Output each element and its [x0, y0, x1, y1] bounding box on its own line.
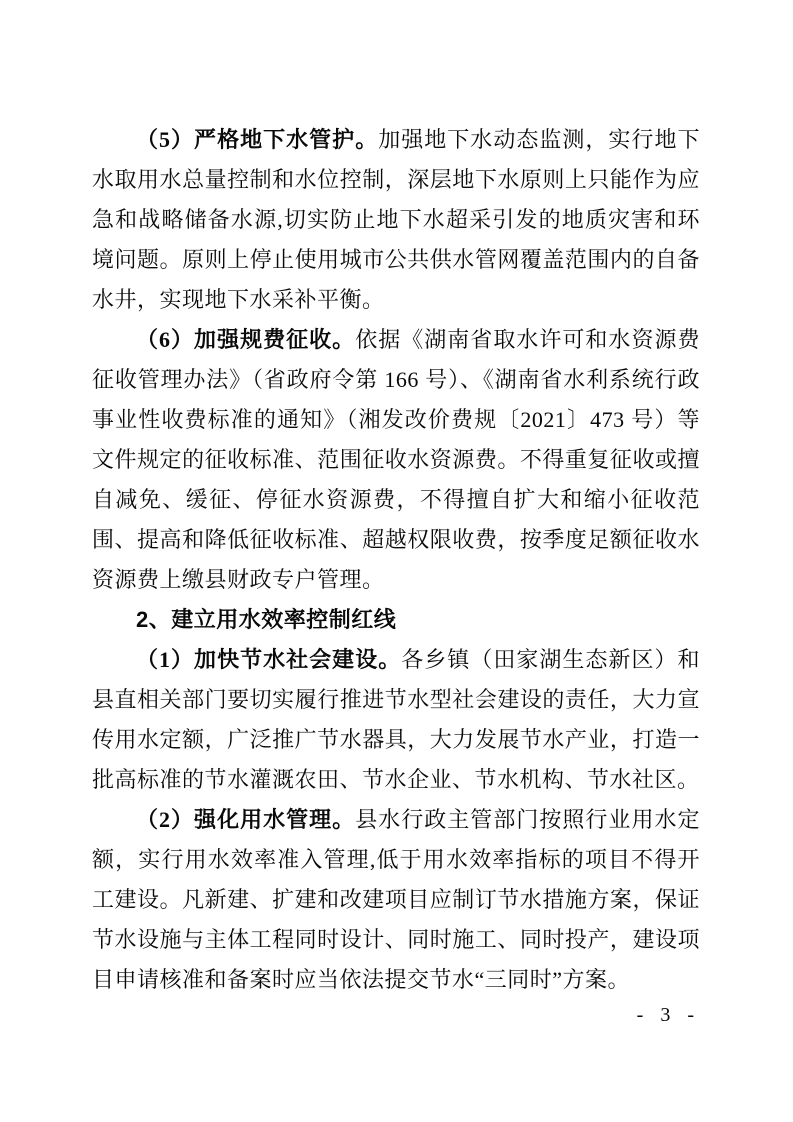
paragraph	[92, 320, 700, 600]
paragraph-text: 加强地下水动态监测，实行地下水取用水总量控制和水位控制，深层地下水原则上只能作为应急和战略储备水源,切实防止地下水超采引发的地质灾害和环境问题。原则上停止使用城市公共供水管网覆盖范围内的自备水井，实现地下水采补平衡。	[92, 127, 700, 312]
paragraph-lead: （6）加强规费征收。	[136, 327, 356, 352]
paragraph-text: 依据《湖南省取水许可和水资源费征收管理办法》（省政府令第 166 号）、《湖南省水利系统行政事业性收费标准的通知》（湘发改价费规〔2021〕473 号）等文件规定的征收标准、范围征收水资源费。不得重复征收或擅自减免、缓征、停征水资源费，不得擅自扩大和缩小征收范围、提高和降低征收标准、超越权限收费，按季度足额征收水资源费上缴县财政专户管理。	[92, 327, 700, 592]
paragraph	[92, 640, 700, 800]
paragraph	[92, 800, 700, 1000]
page-number: - 3 -	[636, 1004, 700, 1026]
section-heading: 2、建立用水效率控制红线	[136, 607, 397, 632]
paragraph	[92, 120, 700, 320]
paragraph-lead: （5）严格地下水管护。	[136, 127, 379, 152]
paragraph-text: 县水行政主管部门按照行业用水定额，实行用水效率准入管理,低于用水效率指标的项目不得开工建设。凡新建、扩建和改建项目应制订节水措施方案，保证节水设施与主体工程同时设计、同时施工、同时投产，建设项目申请核准和备案时应当依法提交节水“三同时”方案。	[92, 807, 700, 992]
paragraph-lead: （1）加快节水社会建设。	[136, 647, 402, 672]
paragraph-text: 各乡镇（田家湖生态新区）和县直相关部门要切实履行推进节水型社会建设的责任，大力宣传用水定额，广泛推广节水器具，大力发展节水产业，打造一批高标准的节水灌溉农田、节水企业、节水机构、节水社区。	[92, 647, 700, 792]
paragraph-lead: （2）强化用水管理。	[136, 807, 356, 832]
